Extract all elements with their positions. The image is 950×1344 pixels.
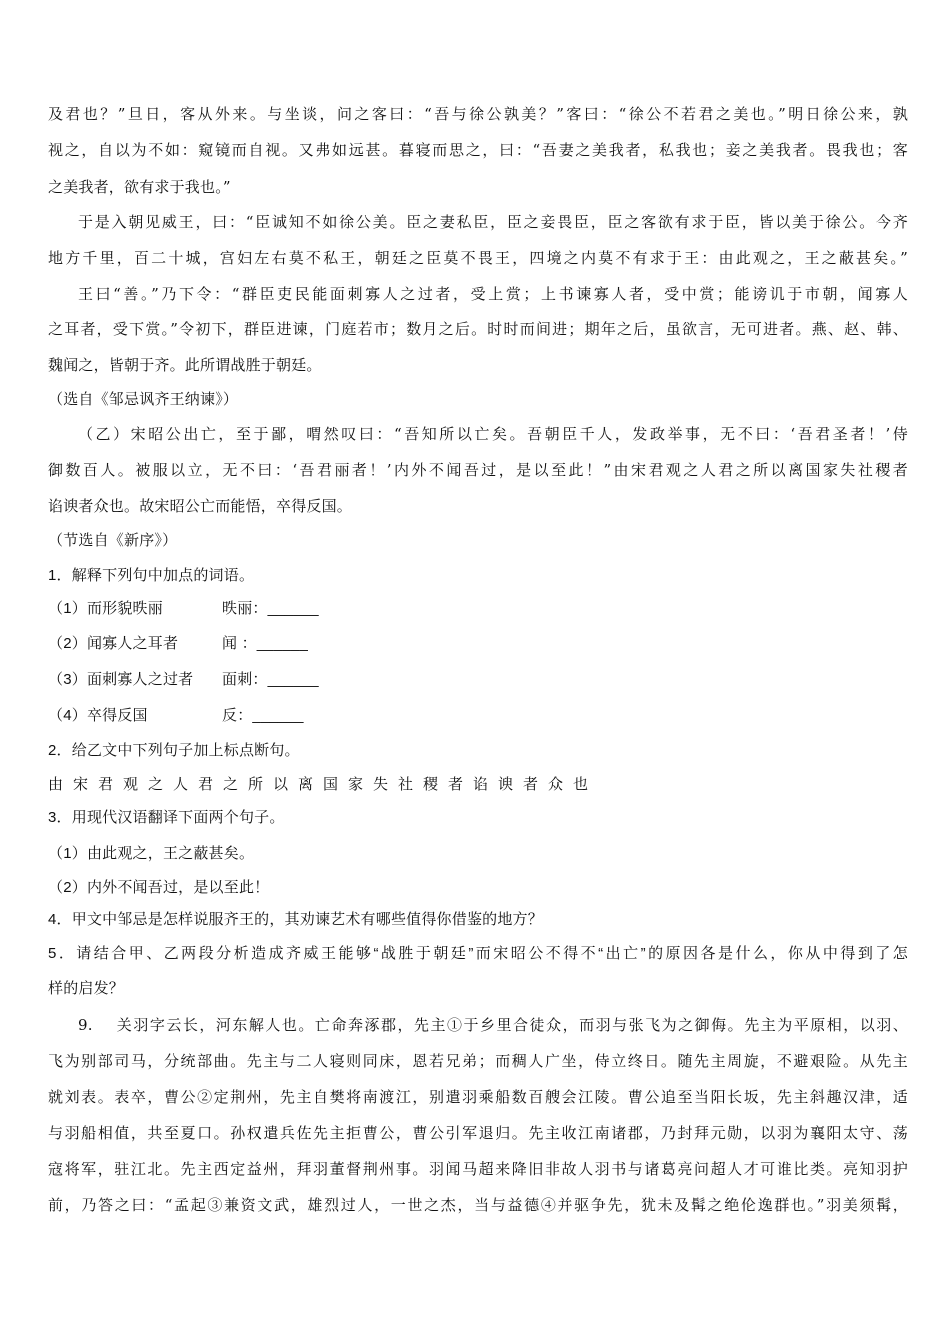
- passage-9-line: 飞为别部司马，分统部曲。先主与二人寝则同床，恩若兄弟；而稠人广坐，侍立终日。随先主周旋，不避艰险。从先主: [48, 1052, 908, 1070]
- item-answer: 反：______: [222, 707, 304, 724]
- question-3-item: （1）由此观之，王之蔽甚矣。: [48, 845, 255, 862]
- question-3-item: （2）内外不闻吾过，是以至此！: [48, 879, 270, 896]
- passage-b-line: 御数百人。被服以立，无不曰：‘吾君丽者！’内外不闻吾过，是以至此！”由宋君观之人君之所以离国家失社稷者: [48, 461, 908, 479]
- question-5: 5．请结合甲、乙两段分析造成齐威王能够“战胜于朝廷”而宋昭公不得不“出亡”的原因各是什么，你从中得到了怎: [48, 945, 908, 962]
- passage-a-line: 魏闻之，皆朝于齐。此所谓战胜于朝廷。: [48, 356, 322, 374]
- item-sentence: （1）而形貌昳丽: [48, 600, 163, 617]
- passage-a-line: 视之，自以为不如：窥镜而自视。又弗如远甚。暮寝而思之，曰：“吾妻之美我者，私我也；妾之美我者。畏我也；客: [48, 141, 908, 159]
- question-1: 1．解释下列句中加点的词语。: [48, 567, 255, 584]
- source-citation: （节选自《新序》）: [48, 531, 178, 549]
- source-citation: （选自《邹忌讽齐王纳谏》）: [48, 390, 239, 408]
- question-2: 2．给乙文中下列句子加上标点断句。: [48, 742, 300, 759]
- item-answer: 闻 ：______: [222, 635, 309, 652]
- passage-9-line: 就刘表。表卒，曹公②定荆州，先主自樊将南渡江，别遣羽乘船数百艘会江陵。曹公追至当阳长坂，先主斜趣汉津，适: [48, 1088, 908, 1106]
- passage-9-line: 寇将军，驻江北。先主西定益州，拜羽董督荆州事。羽闻马超来降旧非故人羽书与诸葛亮问超人才可谁比类。亮知羽护: [48, 1160, 908, 1178]
- passage-a-line: 及君也？”旦日，客从外来。与坐谈，问之客曰：“吾与徐公孰美？”客曰：“徐公不若君之美也。”明日徐公来，孰: [48, 105, 908, 123]
- passage-9-line: 前，乃答之曰：“孟起③兼资文武，雄烈过人，一世之杰，当与益德④并驱争先，犹未及髯之绝伦逸群也。”羽美须髯，: [48, 1196, 908, 1214]
- passage-b-line: 谄谀者众也。故宋昭公亡而能悟，卒得反国。: [48, 497, 353, 515]
- item-answer: 面刺：______: [222, 671, 319, 688]
- question-2-sentence: 由宋君观之人君之所以离国家失社稷者谄谀者众也: [48, 776, 599, 793]
- passage-a-line: 之美我者，欲有求于我也。”: [48, 178, 231, 196]
- item-sentence: （3）面刺寡人之过者: [48, 671, 194, 688]
- passage-9-line: 与羽船相值，共至夏口。孙权遣兵佐先主拒曹公，曹公引军退归。先主收江南诸郡，乃封拜元勋，以羽为襄阳太守、荡: [48, 1124, 908, 1142]
- question-4: 4．甲文中邹忌是怎样说服齐王的，其劝谏艺术有哪些值得你借鉴的地方？: [48, 911, 543, 928]
- passage-a-line: 于是入朝见威王，曰：“臣诚知不如徐公美。臣之妻私臣，臣之妾畏臣，臣之客欲有求于臣，皆以美于徐公。今齐: [78, 213, 908, 231]
- passage-a-line: 之耳者，受下赏。”令初下，群臣进谏，门庭若市；数月之后。时时而间进；期年之后，虽欲言，无可进者。燕、赵、韩、: [48, 320, 908, 338]
- passage-a-line: 王曰“善。”乃下令：“群臣吏民能面刺寡人之过者，受上赏；上书谏寡人者，受中赏；能谤讥于市朝，闻寡人: [78, 285, 908, 303]
- passage-a-line: 地方千里，百二十城，宫妇左右莫不私王，朝廷之臣莫不畏王，四境之内莫不有求于王：由此观之，王之蔽甚矣。”: [48, 249, 908, 267]
- question-3: 3．用现代汉语翻译下面两个句子。: [48, 809, 285, 826]
- item-sentence: （4）卒得反国: [48, 707, 148, 724]
- question-5-continued: 样的启发？: [48, 980, 125, 997]
- passage-9-line: 9. 关羽字云长，河东解人也。亡命奔涿郡，先主①于乡里合徒众，而羽与张飞为之御侮。先主为平原相，以羽、: [78, 1016, 908, 1034]
- passage-b-line: （乙）宋昭公出亡，至于鄙，喟然叹曰：“吾知所以亡矣。吾朝臣千人，发政举事，无不曰：‘吾君圣者！’侍: [78, 425, 908, 443]
- item-answer: 昳丽：______: [222, 600, 319, 617]
- item-sentence: （2）闻寡人之耳者: [48, 635, 179, 652]
